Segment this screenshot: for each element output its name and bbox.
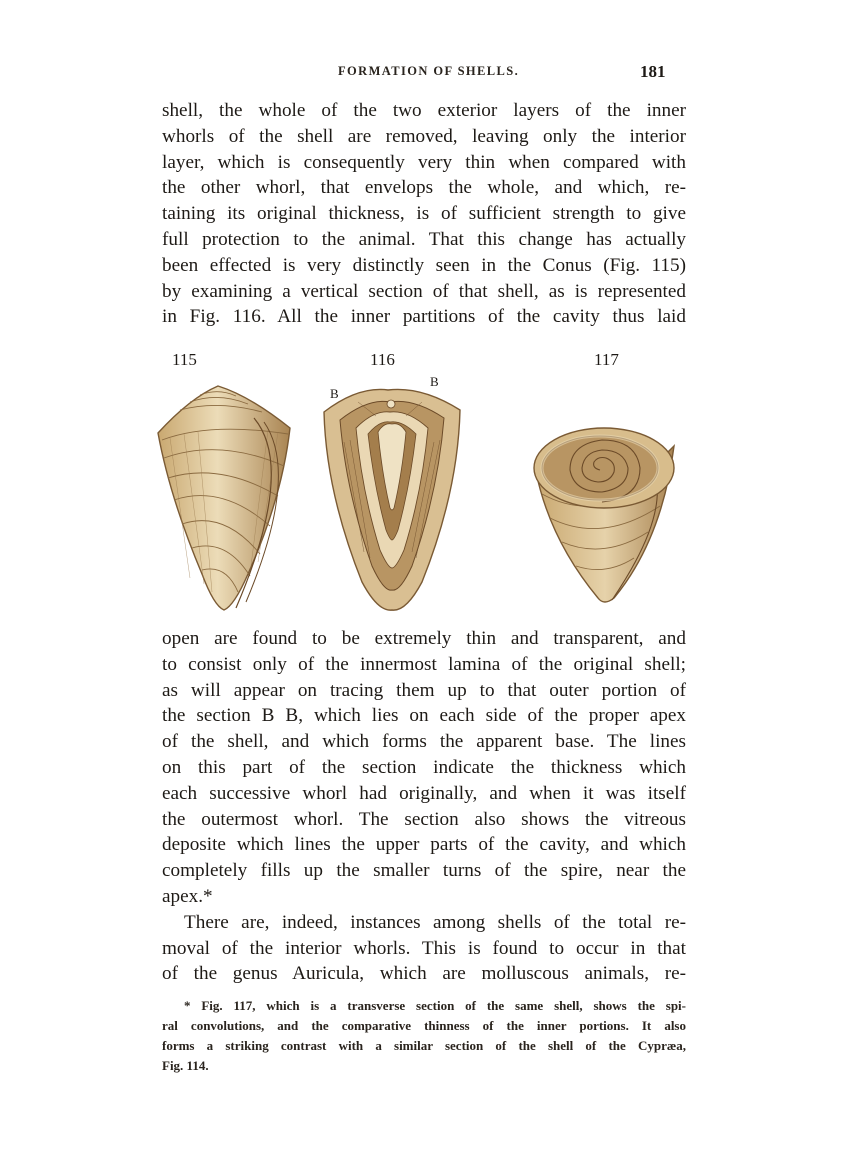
text-line: taining its original thickness, is of sufficient strength to give xyxy=(162,203,686,225)
text-line: shell, the whole of the two exterior layers of the inner xyxy=(162,100,686,121)
text-line: the section B B, which lies on each side of the proper apex xyxy=(162,705,686,727)
text-line: been effected is very distinctly seen in the Conus (Fig. 115) xyxy=(162,254,686,276)
text-line: completely fills up the smaller turns of the spire, near the xyxy=(162,860,686,882)
footnote-line: forms a striking contrast with a similar section of the shell of the Cypræa, xyxy=(162,1038,686,1053)
text-line: There are, indeed, instances among shells of the total re- xyxy=(184,911,686,933)
footnote xyxy=(162,996,686,1076)
text-line: the other whorl, that envelops the whole, and which, re- xyxy=(162,177,686,199)
text-line: on this part of the section indicate the thickness which xyxy=(162,756,686,778)
footnote-line: ral convolutions, and the comparative thinness of the inner portions. It also xyxy=(162,1018,686,1033)
text-line: to consist only of the innermost lamina of the original shell; xyxy=(162,653,686,675)
page-number: 181 xyxy=(640,62,666,81)
text-line: layer, which is consequently very thin when compared with xyxy=(162,151,686,173)
text-line: apex.* xyxy=(162,885,213,907)
text-line: as will appear on tracing them up to that outer portion of xyxy=(162,679,686,701)
figure-number-115: 115 xyxy=(172,350,197,369)
footnote-line: * Fig. 117, which is a transverse section of the same shell, shows the spi- xyxy=(184,998,686,1013)
cone-shell-exterior-illustration xyxy=(150,378,300,614)
text-line: open are found to be extremely thin and transparent, and xyxy=(162,628,686,649)
label-b-left: B xyxy=(330,386,339,401)
text-line: full protection to the animal. That this change has actually xyxy=(162,228,686,250)
figure-number-116: 116 xyxy=(370,350,395,369)
label-b-right: B xyxy=(430,374,439,389)
text-line: whorls of the shell are removed, leaving only the interior xyxy=(162,125,686,147)
paragraph-mid xyxy=(162,626,686,987)
cone-shell-vertical-section-illustration xyxy=(318,382,468,614)
text-line: by examining a vertical section of that shell, as is represented xyxy=(162,280,686,302)
text-line: in Fig. 116. All the inner partitions of the cavity thus laid xyxy=(162,306,686,328)
figure-number-117: 117 xyxy=(594,350,619,369)
text-line: the outermost whorl. The section also shows the vitreous xyxy=(162,808,686,830)
text-line: of the genus Auricula, which are molluscous animals, re- xyxy=(162,963,686,985)
text-line: each successive whorl had originally, and when it was itself xyxy=(162,782,686,804)
running-title: FORMATION OF SHELLS. xyxy=(338,64,520,78)
text-line: deposite which lines the upper parts of the cavity, and which xyxy=(162,834,686,856)
text-line: of the shell, and which forms the apparent base. The lines xyxy=(162,731,686,753)
text-line: moval of the interior whorls. This is found to occur in that xyxy=(162,937,686,959)
cone-shell-transverse-section-illustration xyxy=(530,410,680,606)
paragraph-top xyxy=(162,98,686,330)
footnote-line: Fig. 114. xyxy=(162,1058,209,1073)
